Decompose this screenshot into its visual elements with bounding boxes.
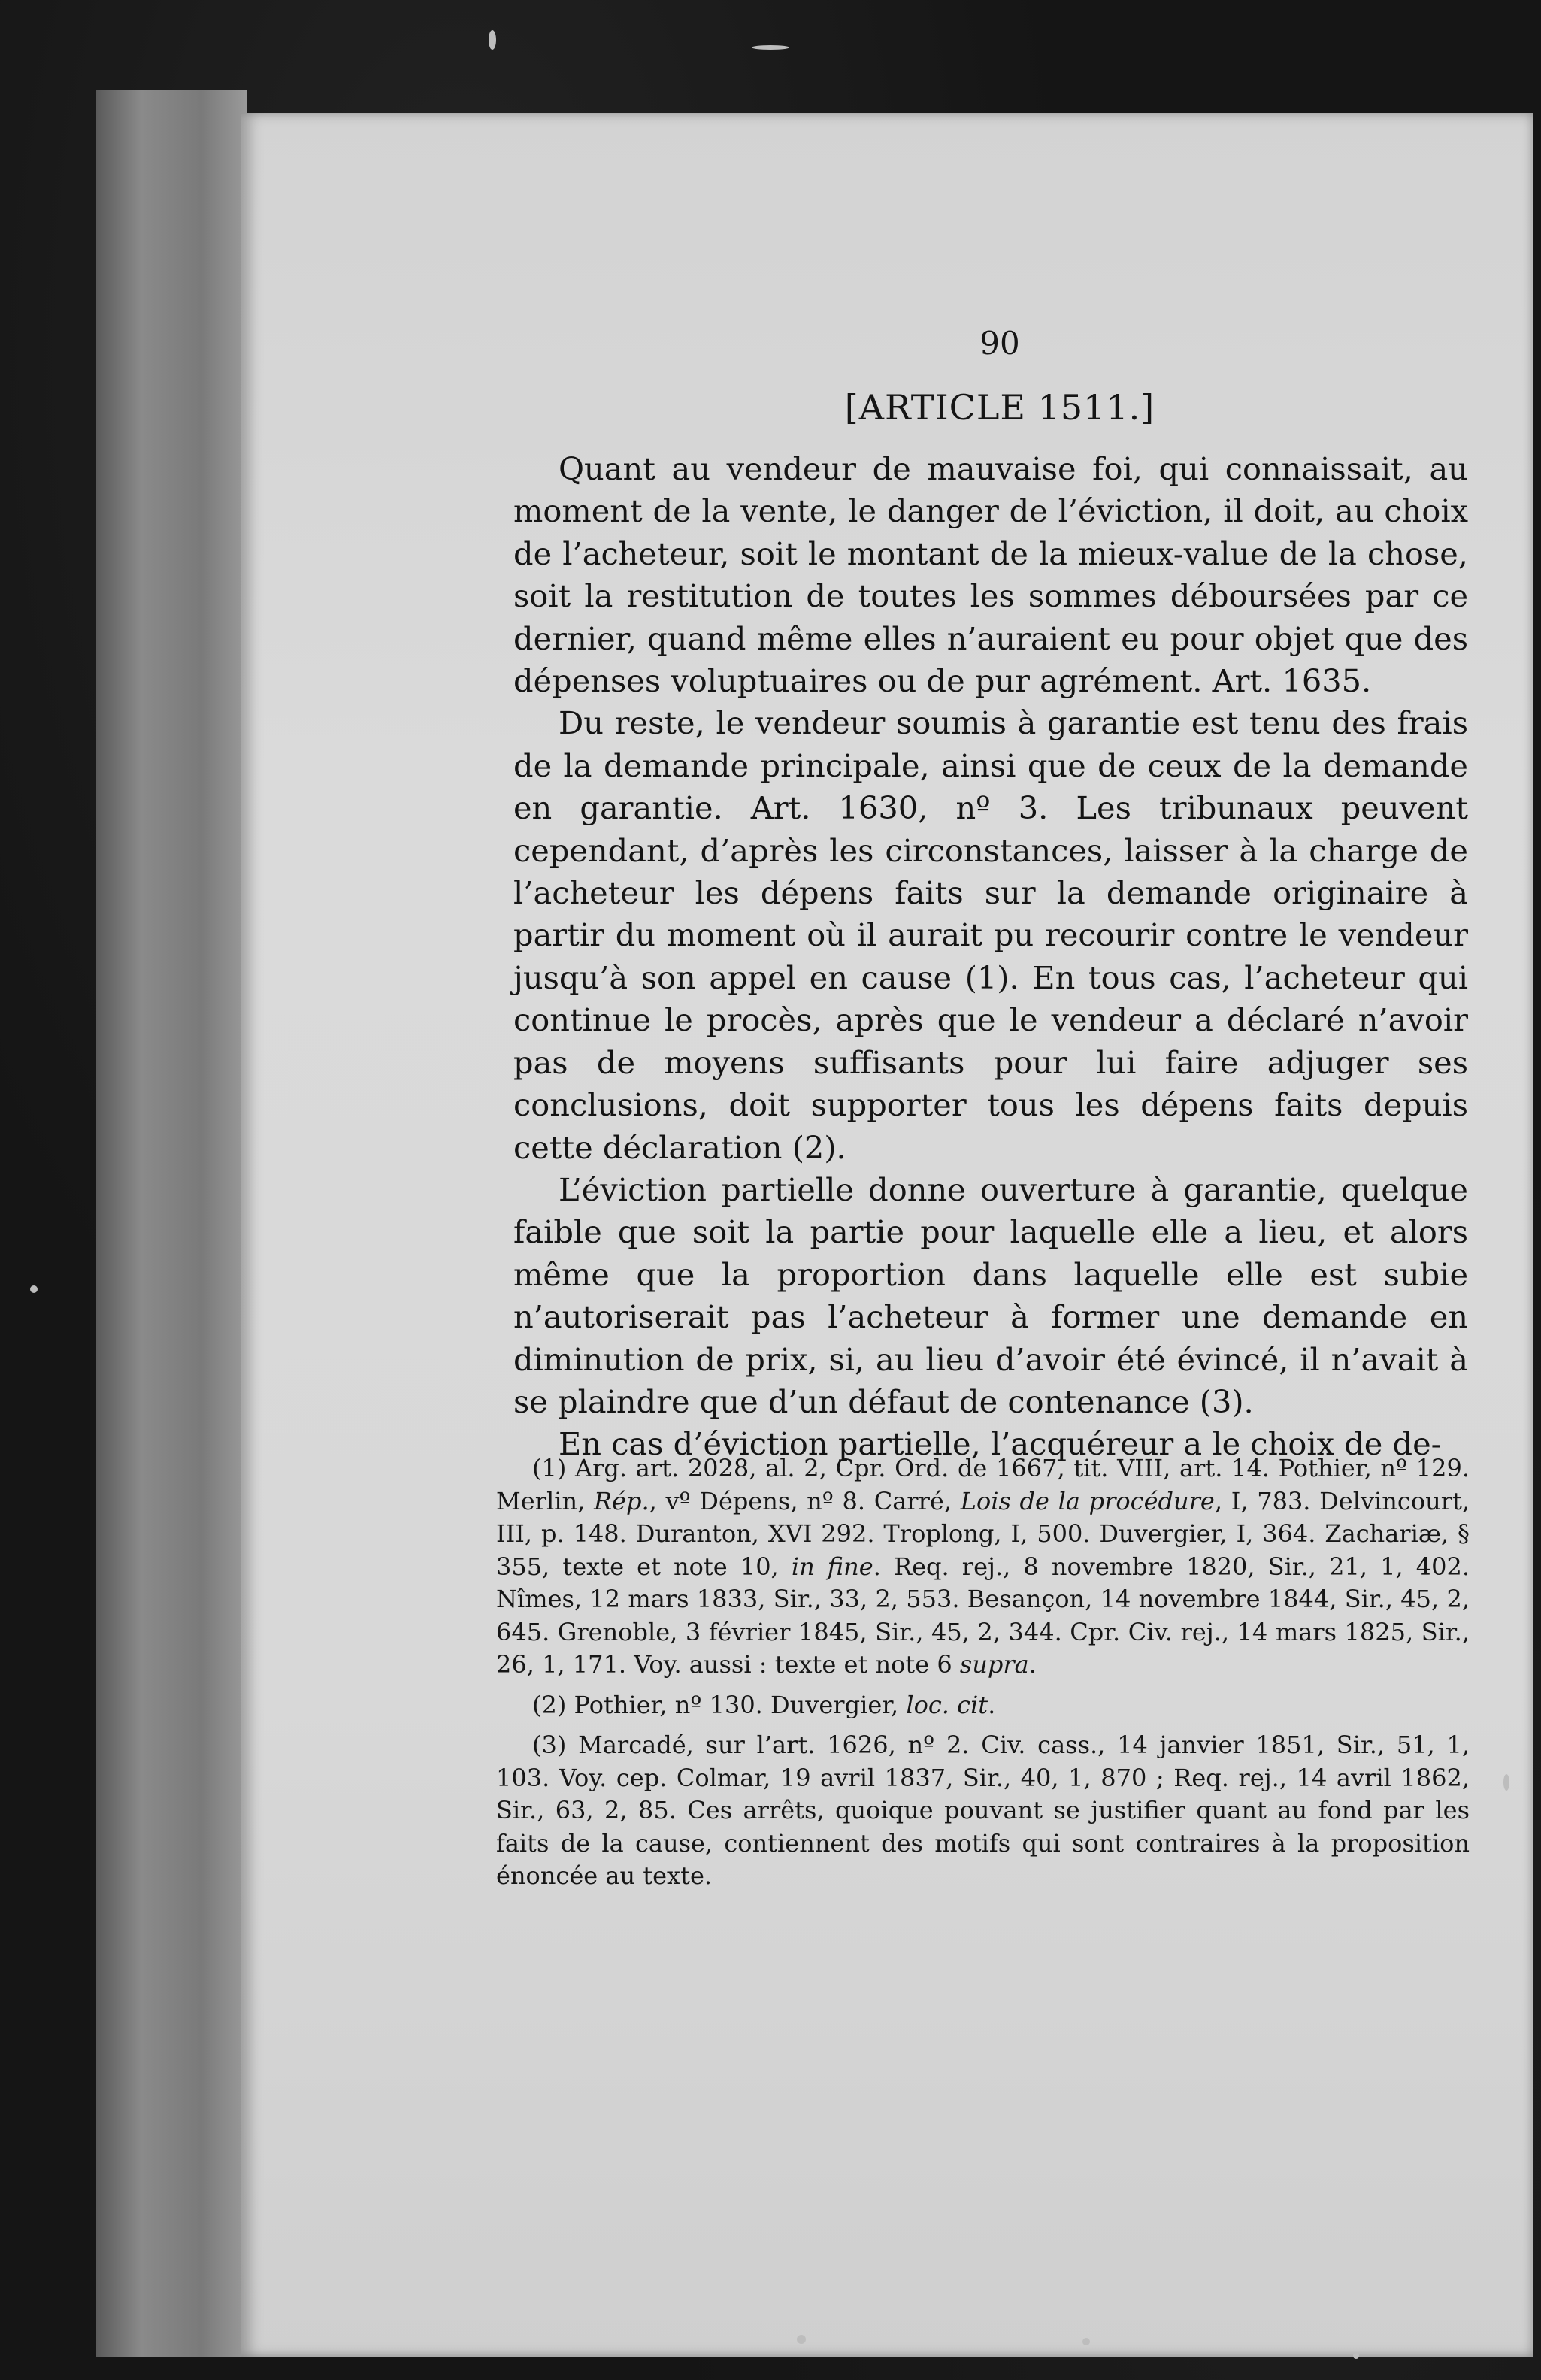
footnote-1: (1) Arg. art. 2028, al. 2, Cpr. Ord. de 1667, tit. VIII, art. 14. Pothier, nº 129. Merlin, Rép., vº Dépens, nº 8. Carré, Lois de la procédure, I, 783. Delvincourt, III, p. 148. Duranton, XVI 292. Troplong, I, 500. Duvergier, I, 364. Zachariæ, § 355, texte et note 10, in fine. Req. rej., 8 novembre 1820, Sir., 21, 1, 402. Nîmes, 12 mars 1833, Sir., 33, 2, 553. Besançon, 14 novembre 1844, Sir., 45, 2, 645. Grenoble, 3 février 1845, Sir., 45, 2, 344. Cpr. Civ. rej., 14 mars 1825, Sir., 26, 1, 171. Voy. aussi : texte et note 6 supra. xyxy=(496,1454,1470,1679)
paragraph: L’éviction partielle donne ouverture à garantie, quelque faible que soit la partie pour laquelle elle a lieu, et alors même que la proportion dans laquelle elle est subie n’autoriserait pas l’acheteur à former une demande en diminution de prix, si, au lieu d’avoir été évincé, il n’avait à se plaindre que d’un défaut de contenance (3). xyxy=(513,1170,1468,1420)
paragraph: Du reste, le vendeur soumis à garantie est tenu des frais de la demande principale, ainsi que de ceux de la demande en garantie. Art. 1630, nº 3. Les tribunaux peuvent cependant, d’après les circonstances, laisser à la charge de l’acheteur les dépens faits sur la demande originaire à partir du moment où il aurait pu recourir contre le vendeur jusqu’à son appel en cause (1). En tous cas, l’acheteur qui continue le procès, après que le vendeur a déclaré n’avoir pas de moyens suffisants pour lui faire adjuger ses conclusions, doit supporter tous les dépens faits depuis cette déclaration (2). xyxy=(513,704,1468,1166)
paragraph: Quant au vendeur de mauvaise foi, qui connaissait, au moment de la vente, le danger de l’éviction, il doit, au choix de l’acheteur, soit le montant de la mieux-value de la chose, soit la restitution de toutes les sommes déboursées par ce dernier, quand même elles n’auraient eu pour objet que des dépenses voluptuaires ou de pur agrément. Art. 1635. xyxy=(513,450,1468,700)
body-text xyxy=(513,448,1468,1466)
footnotes xyxy=(496,1452,1470,1900)
page-number: 90 xyxy=(979,325,1020,362)
footnote-3: (3) Marcadé, sur l’art. 1626, nº 2. Civ. cass., 14 janvier 1851, Sir., 51, 1, 103. Voy. cep. Colmar, 19 avril 1837, Sir., 40, 1, 870 ; Req. rej., 14 avril 1862, Sir., 63, 2, 85. Ces arrêts, quoique pouvant se justifier quant au fond par les faits de la cause, contiennent des motifs qui sont contraires à la proposition énoncée au texte. xyxy=(496,1730,1470,1890)
paragraph: En cas d’éviction partielle, l’acquéreur a le choix de de- xyxy=(559,1425,1442,1463)
footnote-2: (2) Pothier, nº 130. Duvergier, loc. cit. xyxy=(532,1690,996,1719)
article-heading: [ARTICLE 1511.] xyxy=(844,387,1155,428)
book-edge xyxy=(96,90,247,2357)
